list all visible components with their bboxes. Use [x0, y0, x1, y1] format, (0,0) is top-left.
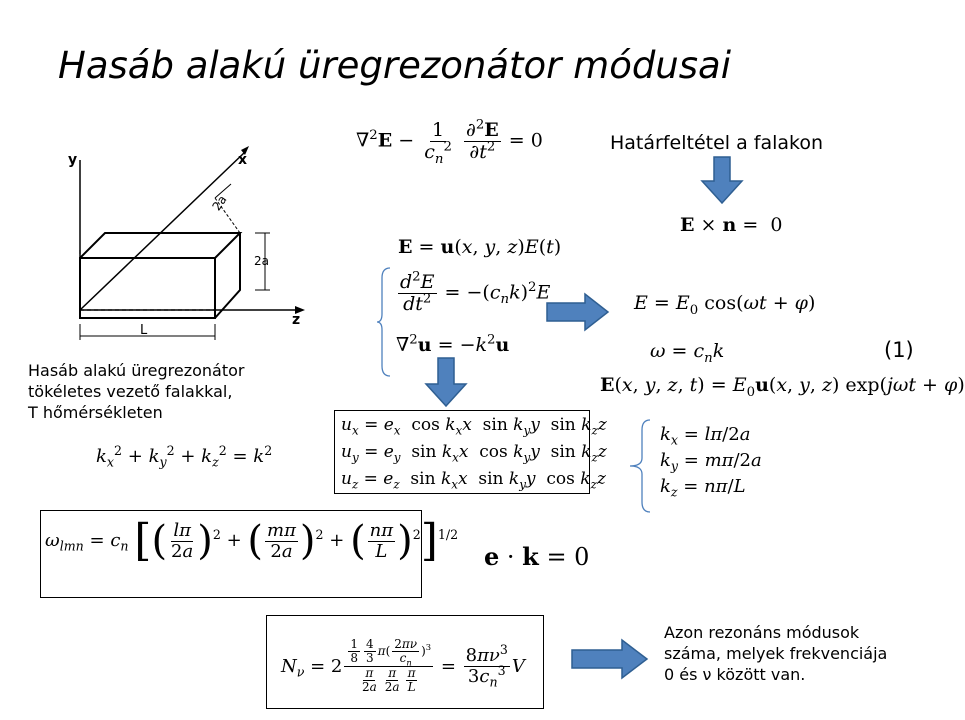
omega-lmn-box: $\omega_{lmn} = c_n$ [( $\frac{l\pi}{2a}$ )$^2$ + ( $\frac{m\pi}{2a}$ )$^2$ + ( $\frac{n\pi}{L}$ )$^2$]$^{1/2}$ [40, 510, 422, 598]
mode-count-caption [664, 622, 887, 685]
dispersion-relation: $\omega = c_nk$ [650, 340, 725, 366]
arrow-down-modes [424, 356, 468, 408]
cavity-caption-line-3: T hőmérsékleten [28, 403, 163, 422]
mode-count-caption-line-2: száma, melyek frekvenciája [664, 644, 888, 663]
transverse-condition: e · k = 0 [484, 542, 590, 571]
full-field-equation: E(x, y, z, $t) = E_0u(x$, y, z) exp(jωt + φ) [600, 374, 965, 400]
axis-x-label: x [238, 152, 248, 168]
ky-equation: $k_y = m\pi/2a$ [660, 450, 762, 474]
arrow-right-count [570, 638, 650, 680]
helmholtz-equation: $\nabla^2u = -k^2u$ [396, 332, 510, 356]
uz-equation: $u_z = e_z$ $\sin k_xx$ $\sin k_yy$ $\cos k_zz$ [341, 469, 606, 492]
ux-equation: $u_x = e_x$ $\cos k_xx$ $\sin k_yy$ $\sin k_zz$ [341, 415, 607, 438]
kz-equation: $k_z = n\pi/L$ [660, 476, 746, 500]
mode-count-box: $N_\nu = 2$ $\frac{1}{8}$ $\frac{4}{3}$ π( $\frac{2\pi\nu}{c_n}$ )$^3$ $\frac{\pi}{2a}$ $\frac{\pi}{2a}$ $\frac{\pi}{L}$ = $\frac{8\pi\nu^3}{3c_n^3}$ V [266, 615, 544, 709]
time-equation: $\frac{d^2E}{dt^2}$ = $-(c_nk)^2E$ [400, 269, 551, 315]
mode-count-caption-line-1: Azon rezonáns módusok [664, 623, 860, 642]
cavity-diagram [55, 140, 315, 350]
dim-length-label: L [140, 323, 148, 338]
dim-depth-label: 2a [209, 192, 230, 214]
boundary-equation: E × n = 0 [680, 214, 783, 236]
x-axis [80, 152, 248, 310]
equation-number: (1) [884, 338, 914, 362]
mode-functions-box [334, 410, 607, 494]
arrow-right-time [545, 292, 611, 332]
k-brace [628, 418, 652, 514]
cavity-caption [28, 360, 244, 423]
slide-title: Hasáb alakú üregrezonátor módusai [58, 44, 731, 87]
left-brace [376, 266, 392, 378]
axis-z-label: z [292, 312, 301, 328]
separation-equation: E = u(x, y, z)E(t) [398, 236, 562, 258]
k-sum-equation: $k_x^2 + k_y^2 + k_z^2 = k^2$ [96, 443, 273, 470]
k-components [660, 422, 762, 500]
dim-height-label: 2a [254, 254, 269, 268]
arrow-down-boundary [700, 155, 744, 205]
axis-y-label: y [68, 152, 78, 168]
wave-equation: ∇$^2$E − $\frac{1}{c_n^2}$ $\frac{\partial^2E}{\partial t^2}$ = 0 [356, 117, 543, 167]
kx-equation: $k_x = l\pi/2a$ [660, 424, 751, 448]
cavity-caption-line-2: tökéletes vezető falakkal, [28, 382, 233, 401]
time-solution: $E = E_0$ cos(ωt + φ) [634, 292, 816, 318]
boundary-label: Határfeltétel a falakon [610, 132, 824, 154]
mode-count-caption-line-3: 0 és ν között van. [664, 665, 806, 684]
uy-equation: $u_y = e_y$ $\sin k_xx$ $\cos k_yy$ $\sin k_zz$ [341, 442, 607, 465]
cavity-caption-line-1: Hasáb alakú üregrezonátor [28, 361, 245, 380]
